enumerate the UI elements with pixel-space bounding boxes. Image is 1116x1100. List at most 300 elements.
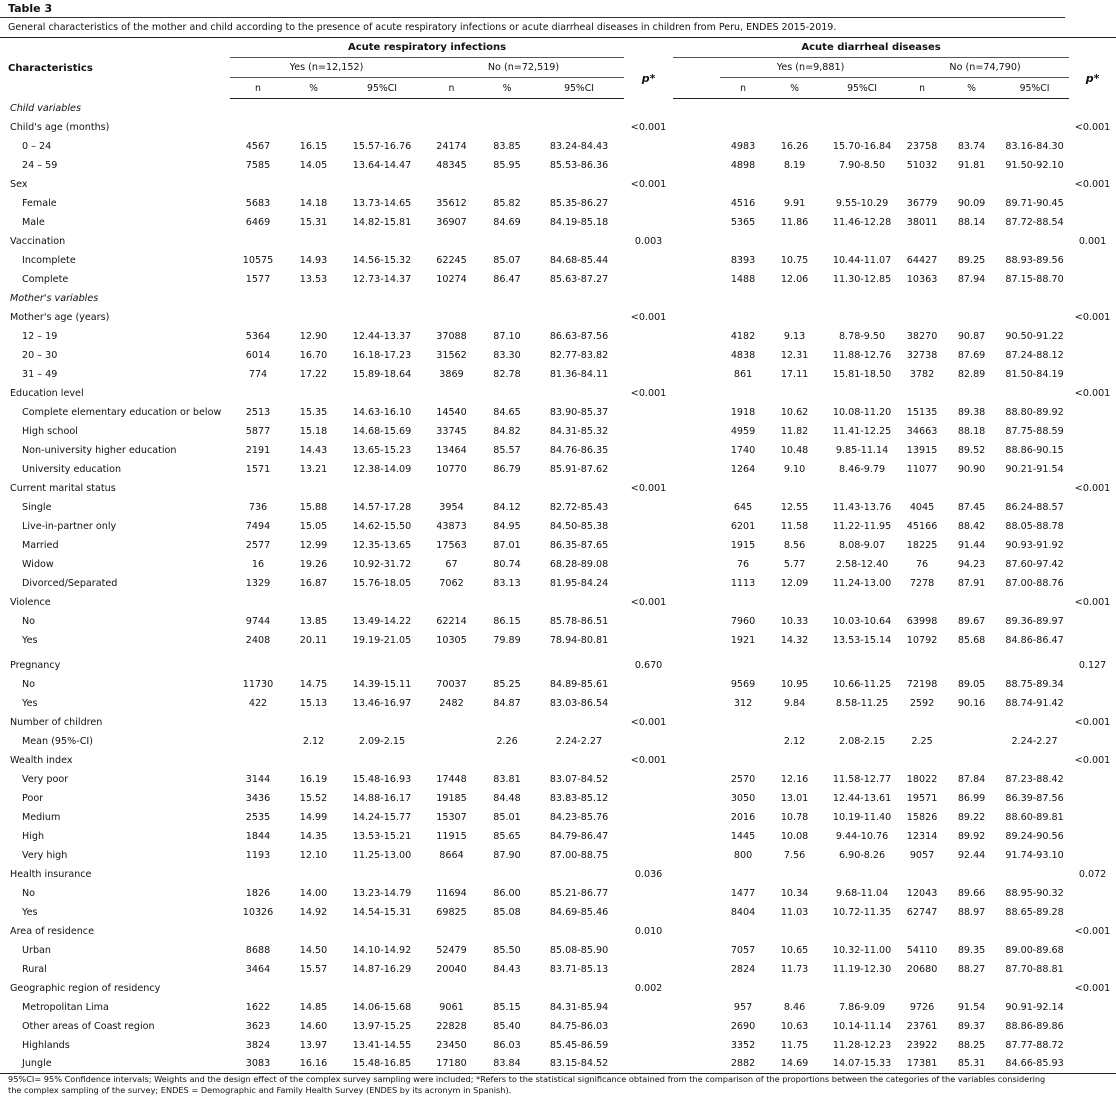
cell-value: 14.43 [299, 444, 328, 456]
cell-value: 54110 [906, 944, 938, 956]
cell-empty [1069, 441, 1116, 460]
cell-value: 16.15 [299, 140, 328, 152]
row-label: Male [22, 216, 45, 228]
cell-value: 2.58-12.40 [835, 558, 889, 570]
cell-value: 16.26 [780, 140, 809, 152]
cell-value: 81.36-84.11 [549, 368, 609, 380]
cell-empty [1069, 460, 1116, 479]
cell-empty [673, 612, 720, 631]
cell-value: 14.60 [299, 1020, 328, 1032]
p-value: <0.001 [1074, 925, 1111, 937]
row-label: Widow [22, 558, 54, 570]
row-label: No [22, 887, 36, 899]
cell-value: 82.72-85.43 [549, 501, 609, 513]
cell-value: 8.46-9.79 [838, 463, 886, 475]
cell-value: 15.70-16.84 [832, 140, 892, 152]
table-row [0, 365, 1116, 384]
cell-value: 89.00-89.68 [1005, 944, 1064, 956]
cell-value: 3352 [730, 1039, 756, 1051]
cell-value: 83.90-85.37 [549, 406, 609, 418]
cell-value: 84.68-85.44 [549, 254, 609, 266]
cell-empty [624, 1036, 673, 1055]
cell-value: 90.87 [957, 330, 986, 342]
cell-value: 3782 [909, 368, 935, 380]
cell-value: 1918 [730, 406, 756, 418]
cell-value: 83.24-84.43 [549, 140, 609, 152]
cell-empty [901, 479, 943, 498]
cell-empty [230, 713, 286, 732]
cell-value: 84.31-85.32 [549, 425, 609, 437]
row-label: Complete elementary education or below [22, 406, 222, 418]
cell-empty [673, 346, 720, 365]
cell-value: 14.75 [299, 678, 328, 690]
cell-empty [1069, 827, 1116, 846]
cell-empty [230, 384, 286, 403]
cell-value: 774 [248, 368, 268, 380]
cell-value: 15.52 [299, 792, 328, 804]
table-row [0, 694, 1116, 713]
cell-empty [1000, 479, 1069, 498]
table-row [0, 732, 1116, 751]
cell-value: 84.50-85.38 [549, 520, 609, 532]
cell-value: 87.94 [957, 273, 986, 285]
cell-empty [624, 498, 673, 517]
cell-empty [943, 979, 1000, 998]
cell-value: 81.95-84.24 [549, 577, 609, 589]
p-value: 0.010 [634, 925, 663, 937]
cell-value: 1844 [245, 830, 271, 842]
cell-empty [673, 327, 720, 346]
cell-value: 33745 [436, 425, 467, 437]
p-value: 0.002 [634, 982, 663, 994]
cell-empty [673, 960, 720, 979]
col-ci: 95%CI [823, 78, 901, 99]
cell-value: 89.37 [957, 1020, 986, 1032]
cell-value: 10.75 [780, 254, 809, 266]
cell-value: 88.86-90.15 [1005, 444, 1064, 456]
cell-value: 14.05 [299, 159, 328, 171]
category-row [0, 118, 1116, 137]
cell-value: 85.08 [493, 906, 521, 918]
cell-value: 90.50-91.22 [1005, 330, 1064, 342]
cell-value: 14.10-14.92 [352, 944, 412, 956]
table-row [0, 808, 1116, 827]
row-label: Incomplete [22, 254, 76, 266]
cell-value: 1488 [730, 273, 756, 285]
cell-value: 11.88-12.76 [832, 349, 892, 361]
cell-empty [823, 751, 901, 770]
cell-value: 1264 [730, 463, 756, 475]
cell-empty [673, 998, 720, 1017]
table-row [0, 612, 1116, 631]
cell-value: 9744 [245, 615, 271, 627]
cell-empty [766, 865, 823, 884]
cell-value: 10.03-10.64 [832, 615, 892, 627]
cell-empty [1069, 194, 1116, 213]
category-row [0, 751, 1116, 770]
cell-empty [673, 631, 720, 650]
cell-value: 88.27 [957, 963, 986, 975]
cell-value: 23922 [906, 1039, 938, 1051]
cell-empty [480, 751, 534, 770]
cell-value: 86.15 [493, 615, 521, 627]
row-label: Child variables [10, 102, 81, 114]
cell-value: 84.95 [493, 520, 521, 532]
cell-value: 10.08-11.20 [832, 406, 892, 418]
cell-empty [673, 941, 720, 960]
cell-empty [534, 593, 624, 612]
section-row [0, 99, 1116, 118]
cell-value: 15.76-18.05 [352, 577, 412, 589]
cell-value: 62214 [436, 615, 467, 627]
cell-value: 3144 [245, 773, 271, 785]
cell-empty [673, 922, 720, 941]
cell-value: 11.75 [780, 1039, 809, 1051]
cell-empty [1069, 675, 1116, 694]
row-label: High [22, 830, 45, 842]
cell-value: 85.01 [493, 811, 521, 823]
cell-empty [341, 232, 423, 251]
row-label: Rural [22, 963, 47, 975]
cell-value: 52479 [436, 944, 467, 956]
cell-value: 14540 [436, 406, 467, 418]
table-header [0, 38, 1116, 99]
cell-value: 2408 [245, 634, 271, 646]
cell-value: 800 [733, 849, 753, 861]
cell-value [720, 732, 766, 751]
cell-value: 8393 [730, 254, 756, 266]
cell-empty [673, 156, 720, 175]
cell-value: 12.10 [299, 849, 328, 861]
cell-empty [624, 827, 673, 846]
cell-value: 10.32-11.00 [832, 944, 892, 956]
cell-value: 4567 [245, 140, 271, 152]
cell-value: 2.26 [496, 735, 518, 747]
add-yes-header: Yes (n=9,881) [720, 58, 901, 78]
cell-value: 6014 [245, 349, 271, 361]
cell-value: 85.21-86.77 [549, 887, 609, 899]
cell-empty [901, 175, 943, 194]
cell-empty [901, 118, 943, 137]
cell-value: 11.73 [780, 963, 809, 975]
cell-empty [230, 922, 286, 941]
cell-empty [1000, 865, 1069, 884]
cell-empty [624, 346, 673, 365]
table-row [0, 789, 1116, 808]
cell-empty [534, 979, 624, 998]
cell-value: 37088 [436, 330, 467, 342]
cell-value: 10770 [436, 463, 467, 475]
cell-value: 89.67 [957, 615, 986, 627]
cell-value: 31562 [436, 349, 467, 361]
cell-value: 1113 [730, 577, 756, 589]
cell-value: 24174 [436, 140, 467, 152]
cell-value: 35612 [436, 197, 467, 209]
cell-value: 4838 [730, 349, 756, 361]
cell-value: 36779 [906, 197, 938, 209]
row-label: 24 – 59 [22, 159, 58, 171]
cell-value: 88.25 [957, 1039, 986, 1051]
cell-empty [673, 656, 720, 675]
cell-empty [1069, 137, 1116, 156]
cell-value: 14.35 [299, 830, 328, 842]
cell-value: 87.24-88.12 [1005, 349, 1064, 361]
cell-empty [1000, 593, 1069, 612]
cell-value: 90.91-92.14 [1005, 1001, 1064, 1013]
cell-value: 88.65-89.28 [1005, 906, 1064, 918]
cell-empty [624, 732, 673, 751]
cell-value: 2513 [245, 406, 271, 418]
cell-empty [286, 865, 341, 884]
cell-value: 83.07-84.52 [549, 773, 609, 785]
cell-value: 83.13 [493, 577, 521, 589]
cell-value: 23758 [906, 140, 938, 152]
cell-empty [286, 308, 341, 327]
cell-value: 85.40 [493, 1020, 521, 1032]
table-footnote: 95%CI= 95% Confidence intervals; Weights and the design effect of the complex survey sampling were included; *Refers to the statistical significance obtained from the comparison of the proportions between the categories of the variables considering the complex sampling of the survey; ENDES = Demographic and Family Health Survey (ENDES by its acronym in Spanish). [8, 1074, 1046, 1095]
cell-empty [1069, 1017, 1116, 1036]
cell-empty [624, 194, 673, 213]
cell-value: 87.70-88.81 [1005, 963, 1064, 975]
cell-empty [1069, 498, 1116, 517]
cell-empty [624, 137, 673, 156]
cell-empty [534, 175, 624, 194]
cell-empty [823, 593, 901, 612]
cell-value: 12.44-13.37 [352, 330, 412, 342]
cell-value: 11.41-12.25 [832, 425, 892, 437]
cell-value: 84.48 [493, 792, 521, 804]
cell-empty [230, 99, 1116, 118]
col-pct: % [286, 78, 341, 99]
cell-empty [1069, 694, 1116, 713]
cell-empty [720, 308, 766, 327]
cell-value: 15.05 [299, 520, 328, 532]
cell-value: 68.28-89.08 [549, 558, 609, 570]
add-p-header: p* [1085, 71, 1100, 85]
cell-empty [624, 365, 673, 384]
cell-empty [673, 441, 720, 460]
row-label: Vaccination [10, 235, 66, 247]
p-value: <0.001 [1074, 387, 1111, 399]
cell-empty [823, 232, 901, 251]
cell-empty [943, 751, 1000, 770]
cell-empty [1069, 422, 1116, 441]
cell-value: 11.58 [780, 520, 809, 532]
table-row [0, 517, 1116, 536]
cell-value: 87.69 [957, 349, 986, 361]
ari-yes-header: Yes (n=12,152) [230, 58, 423, 78]
row-label: Yes [22, 634, 38, 646]
cell-empty [1000, 713, 1069, 732]
cell-empty [480, 384, 534, 403]
row-label: Education level [10, 387, 84, 399]
cell-empty [230, 118, 286, 137]
cell-value: 2.08-2.15 [838, 735, 886, 747]
p-value: <0.001 [1074, 716, 1111, 728]
cell-empty [423, 308, 480, 327]
cell-value: 18225 [906, 539, 938, 551]
p-value: <0.001 [630, 754, 667, 766]
cell-value: 10.34 [780, 887, 809, 899]
cell-value: 14.62-15.50 [352, 520, 412, 532]
cell-value: 2.12 [783, 735, 806, 747]
cell-empty [901, 656, 943, 675]
cell-value: 9569 [730, 678, 756, 690]
cell-empty [673, 732, 720, 751]
cell-value: 36907 [436, 216, 467, 228]
cell-empty [823, 175, 901, 194]
cell-value: 20.11 [299, 634, 328, 646]
cell-value: 89.38 [957, 406, 986, 418]
cell-empty [673, 308, 720, 327]
cell-value: 2690 [730, 1020, 756, 1032]
cell-value: 13.97 [299, 1039, 328, 1051]
cell-empty [423, 751, 480, 770]
cell-value: 7.86-9.09 [838, 1001, 886, 1013]
cell-value: 72198 [906, 678, 938, 690]
cell-value: 85.95 [493, 159, 521, 171]
cell-empty [823, 118, 901, 137]
cell-value: 3436 [245, 792, 271, 804]
cell-value: 83.84 [480, 1055, 534, 1074]
cell-value: 17.11 [780, 368, 809, 380]
cell-value: 957 [733, 1001, 753, 1013]
cell-value: 23450 [436, 1039, 467, 1051]
table-row [0, 327, 1116, 346]
cell-value: 92.44 [957, 849, 986, 861]
cell-empty [901, 384, 943, 403]
cell-empty [480, 865, 534, 884]
cell-value: 11.28-12.23 [832, 1039, 892, 1051]
cell-empty [673, 555, 720, 574]
cell-empty [673, 751, 720, 770]
p-value: <0.001 [1074, 178, 1111, 190]
cell-empty [1069, 213, 1116, 232]
cell-empty [766, 479, 823, 498]
cell-value: 88.60-89.81 [1005, 811, 1064, 823]
cell-empty [286, 751, 341, 770]
cell-value: 86.47 [493, 273, 521, 285]
col-n: n [423, 78, 480, 99]
cell-value: 87.60-97.42 [1005, 558, 1064, 570]
cell-value: 3824 [245, 1039, 271, 1051]
cell-value: 11.82 [780, 425, 809, 437]
cell-empty [720, 593, 766, 612]
cell-value: 85.45-86.59 [549, 1039, 609, 1051]
cell-value: 17180 [423, 1055, 480, 1074]
cell-value: 12.16 [780, 773, 809, 785]
table-row [0, 631, 1116, 650]
cell-empty [943, 593, 1000, 612]
cell-value: 12.38-14.09 [352, 463, 412, 475]
cell-value: 11.46-12.28 [832, 216, 892, 228]
cell-value: 10.44-11.07 [832, 254, 892, 266]
row-label: Very high [22, 849, 68, 861]
cell-empty [1069, 346, 1116, 365]
row-label: Violence [10, 596, 51, 608]
cell-empty [286, 713, 341, 732]
cell-value: 91.81 [957, 159, 986, 171]
cell-value: 15135 [906, 406, 938, 418]
cell-value: 84.23-85.76 [549, 811, 609, 823]
cell-value: 85.63-87.27 [549, 273, 609, 285]
cell-empty [341, 751, 423, 770]
cell-empty [341, 118, 423, 137]
cell-empty [534, 713, 624, 732]
cell-value: 85.78-86.51 [549, 615, 609, 627]
cell-empty [624, 517, 673, 536]
cell-empty [1069, 631, 1116, 650]
cell-value: 16.19 [299, 773, 328, 785]
cell-value: 11.86 [780, 216, 809, 228]
cell-empty [1000, 979, 1069, 998]
row-label: Mother's age (years) [10, 311, 110, 323]
cell-value: 2482 [439, 697, 464, 709]
cell-value: 12.31 [780, 349, 809, 361]
cell-value: 79.89 [493, 634, 521, 646]
cell-value: 10326 [242, 906, 274, 918]
cell-empty [673, 1017, 720, 1036]
cell-value: 90.21-91.54 [1005, 463, 1064, 475]
table-row [0, 998, 1116, 1017]
ari-no-header: No (n=72,519) [423, 58, 624, 78]
cell-value: 19185 [436, 792, 467, 804]
row-label: Divorced/Separated [22, 577, 118, 589]
cell-empty [624, 998, 673, 1017]
cell-value: 13.41-14.55 [352, 1039, 412, 1051]
cell-empty [624, 555, 673, 574]
cell-value: 10305 [436, 634, 467, 646]
cell-value: 11.19-12.30 [832, 963, 892, 975]
category-row [0, 175, 1116, 194]
cell-value: 90.90 [957, 463, 986, 475]
cell-value: 13.85 [299, 615, 328, 627]
cell-value: 87.45 [957, 501, 986, 513]
cell-value: 89.52 [957, 444, 986, 456]
p-value: <0.001 [1074, 121, 1111, 133]
cell-empty [1069, 770, 1116, 789]
cell-value: 14.99 [299, 811, 328, 823]
table-row [0, 675, 1116, 694]
cell-value: 85.65 [493, 830, 521, 842]
cell-empty [901, 308, 943, 327]
category-row [0, 593, 1116, 612]
cell-empty [341, 922, 423, 941]
cell-empty [673, 251, 720, 270]
cell-empty [230, 479, 286, 498]
cell-empty [673, 789, 720, 808]
cell-value: 88.05-88.78 [1005, 520, 1064, 532]
table-row [0, 498, 1116, 517]
cell-value: 11.25-13.00 [352, 849, 412, 861]
cell-empty [341, 979, 423, 998]
cell-value [230, 732, 286, 751]
cell-value: 14.63-16.10 [352, 406, 412, 418]
cell-value: 87.72-88.54 [1005, 216, 1064, 228]
table-body [0, 99, 1116, 1074]
cell-empty [624, 403, 673, 422]
cell-empty [480, 308, 534, 327]
row-label: Geographic region of residency [10, 982, 161, 994]
cell-value: 12.90 [299, 330, 328, 342]
cell-empty [230, 175, 286, 194]
cell-empty [423, 979, 480, 998]
col-ci: 95%CI [341, 78, 423, 99]
table-row [0, 941, 1116, 960]
cell-value: 8.58-11.25 [835, 697, 889, 709]
cell-value: 83.16-84.30 [1005, 140, 1064, 152]
cell-value: 2.24-2.27 [555, 735, 603, 747]
